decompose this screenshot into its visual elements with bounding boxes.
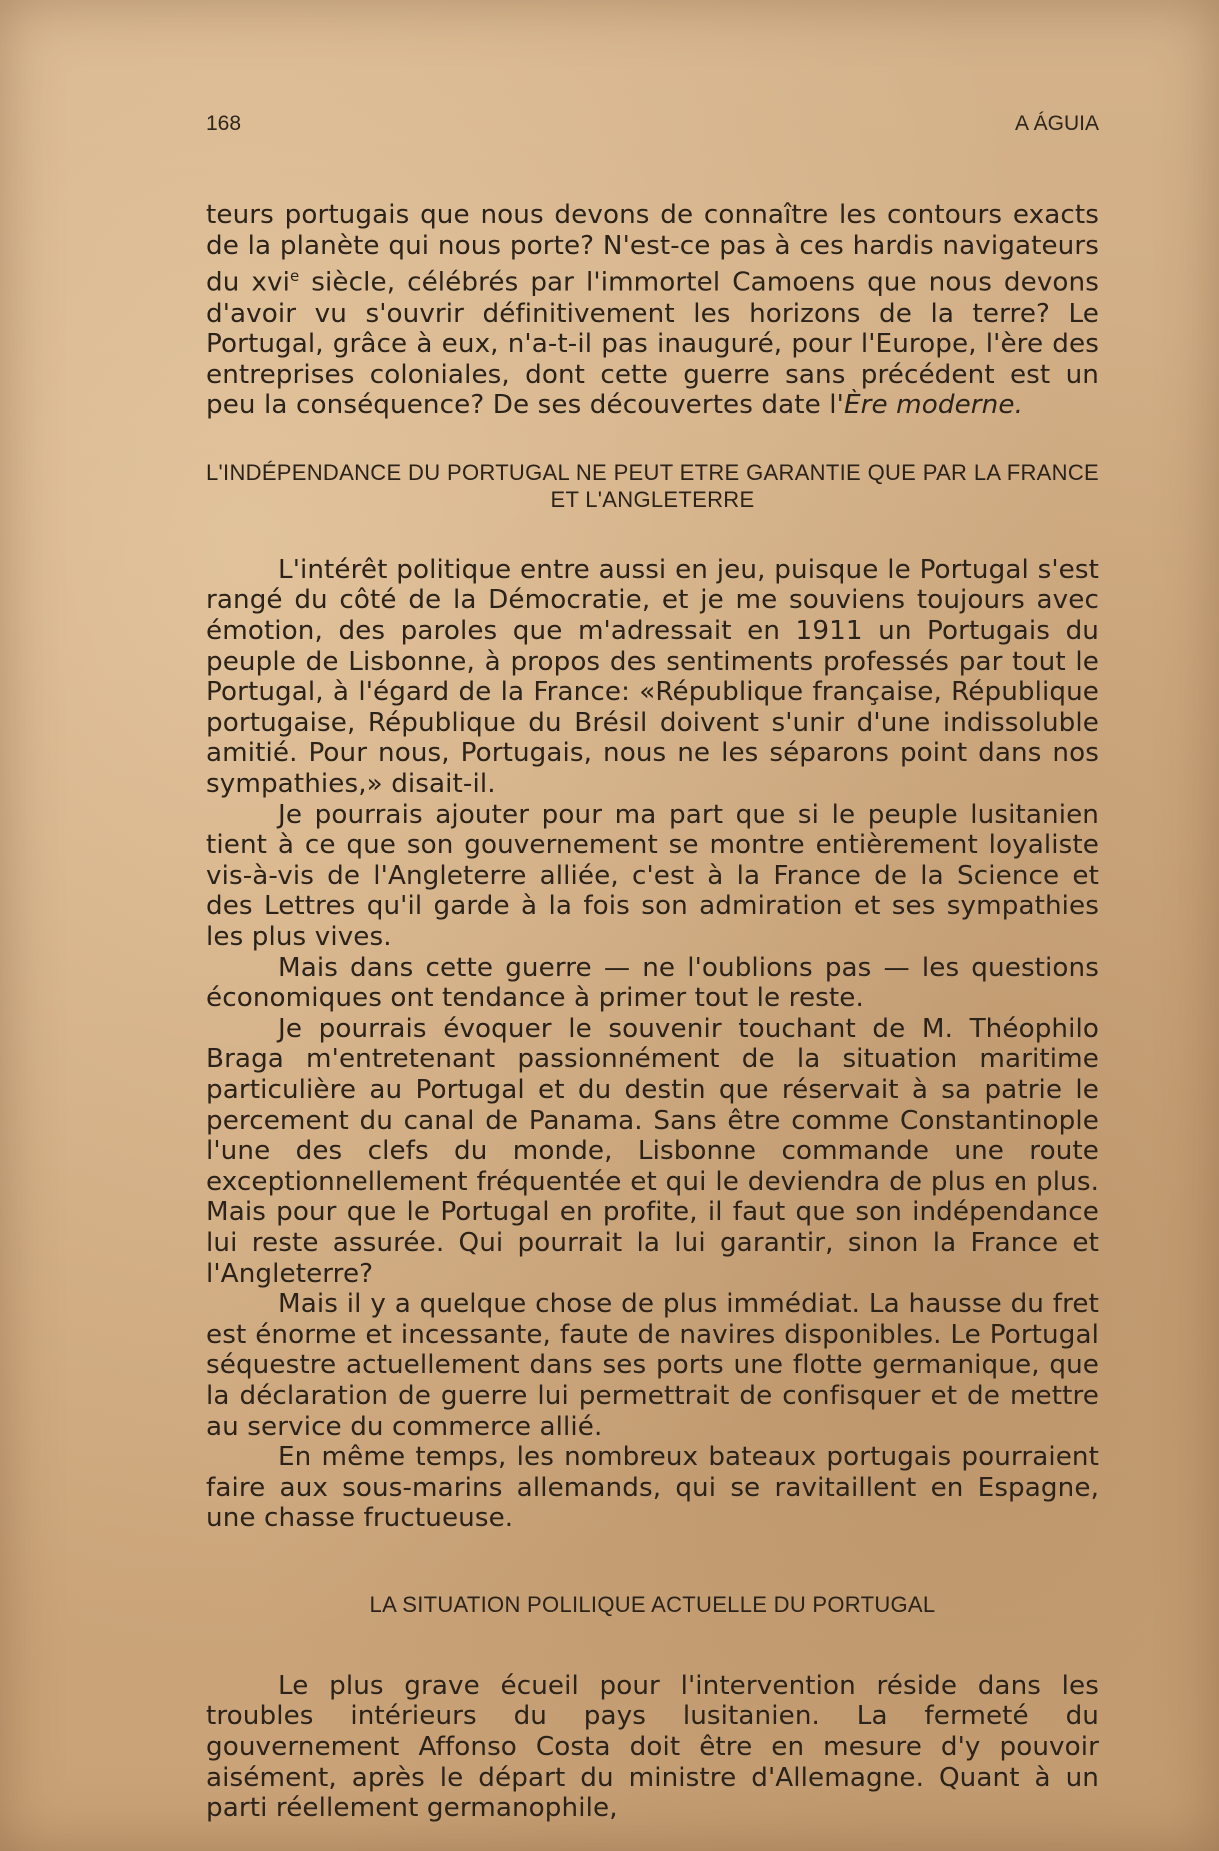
paragraph: Je pourrais évoquer le souvenir touchant de M. Théophilo Braga m'entretenant passionnément de la situation maritime particulière au Portugal et du destin que réservait à sa patrie le percement du canal de Panama. Sans être comme Constantinople l'une des clefs du monde, Lisbonne commande une route exceptionnellement fréquentée et qui le deviendra de plus en plus. Mais pour que le Portugal en profite, il faut que son indépendance lui reste assurée. Qui pourrait la lui garantir, sinon la France et l'Angleterre?: [206, 1013, 1099, 1289]
paragraph: Le plus grave écueil pour l'intervention réside dans les troubles intérieurs du pays lusitanien. La fermeté du gouvernement Affonso Costa doit être en mesure d'y pouvoir aisément, après le départ du ministre d'Allemagne. Quant à un parti réellement germanophile,: [206, 1670, 1099, 1824]
paragraph: En même temps, les nombreux bateaux portugais pourraient faire aux sous-marins allemands, qui se ravitaillent en Espagne, une chasse fructueuse.: [206, 1442, 1099, 1534]
intro-text-1: teurs portugais que nous devons de connaître les contours exacts de la planète qui nous porte? N'est-ce pas à ces hardis navigateurs du xvi: [206, 200, 1099, 298]
century-superscript: e: [289, 267, 300, 286]
paragraph: Mais il y a quelque chose de plus immédiat. La hausse du fret est énorme et incessante, faute de navires disponibles. Le Portugal séquestre actuellement dans ses ports une flotte germanique, que la déclaration de guerre lui permettrait de confisquer et de mettre au service du commerce allié.: [206, 1289, 1099, 1442]
journal-title: A ÁGUIA: [1014, 112, 1099, 135]
intro-paragraph: [206, 200, 1099, 421]
section-title-situation: LA SITUATION POLILIQUE ACTUELLE DU PORTUGAL: [369, 1591, 936, 1617]
running-header: [206, 112, 1099, 142]
intro-italic: Ère moderne.: [843, 390, 1023, 421]
paragraph: Je pourrais ajouter pour ma part que si le peuple lusitanien tient à ce que son gouvernement se montre entièrement loyaliste vis-à-vis de l'Angleterre alliée, c'est à la France de la Science et des Lettres qu'il garde à la fois son admiration et ses sympathies les plus vives.: [206, 799, 1099, 953]
paragraph: Mais dans cette guerre — ne l'oublions pas — les questions économiques ont tendance à primer tout le reste.: [206, 952, 1099, 1014]
article-body: [206, 200, 1099, 1824]
page-number: 168: [206, 112, 242, 135]
intro-text-2: siècle, célébrés par l'immortel Camoens que nous devons d'avoir vu s'ouvrir définitivement les horizons de la terre? Le Portugal, grâce à eux, n'a-t-il pas inauguré, pour l'Europe, l'ère des entreprises coloniales, dont cette guerre sans précédent est un peu la conséquence? De ses découvertes date l': [206, 267, 1099, 421]
section-title-independance: L'INDÉPENDANCE DU PORTUGAL NE PEUT ETRE GARANTIE QUE PAR LA FRANCE ET L'ANGLETERRE: [206, 459, 1099, 512]
paragraph: L'intérêt politique entre aussi en jeu, puisque le Portugal s'est rangé du côté de la Démocratie, et je me souviens toujours avec émotion, des paroles que m'adressait en 1911 un Portugais du peuple de Lisbonne, à propos des sentiments professés par tout le Portugal, à l'égard de la France: «République française, République portugaise, République du Brésil doivent s'unir d'une indissoluble amitié. Pour nous, Portugais, nous ne les séparons point dans nos sympathies,» disait-il.: [206, 554, 1099, 800]
